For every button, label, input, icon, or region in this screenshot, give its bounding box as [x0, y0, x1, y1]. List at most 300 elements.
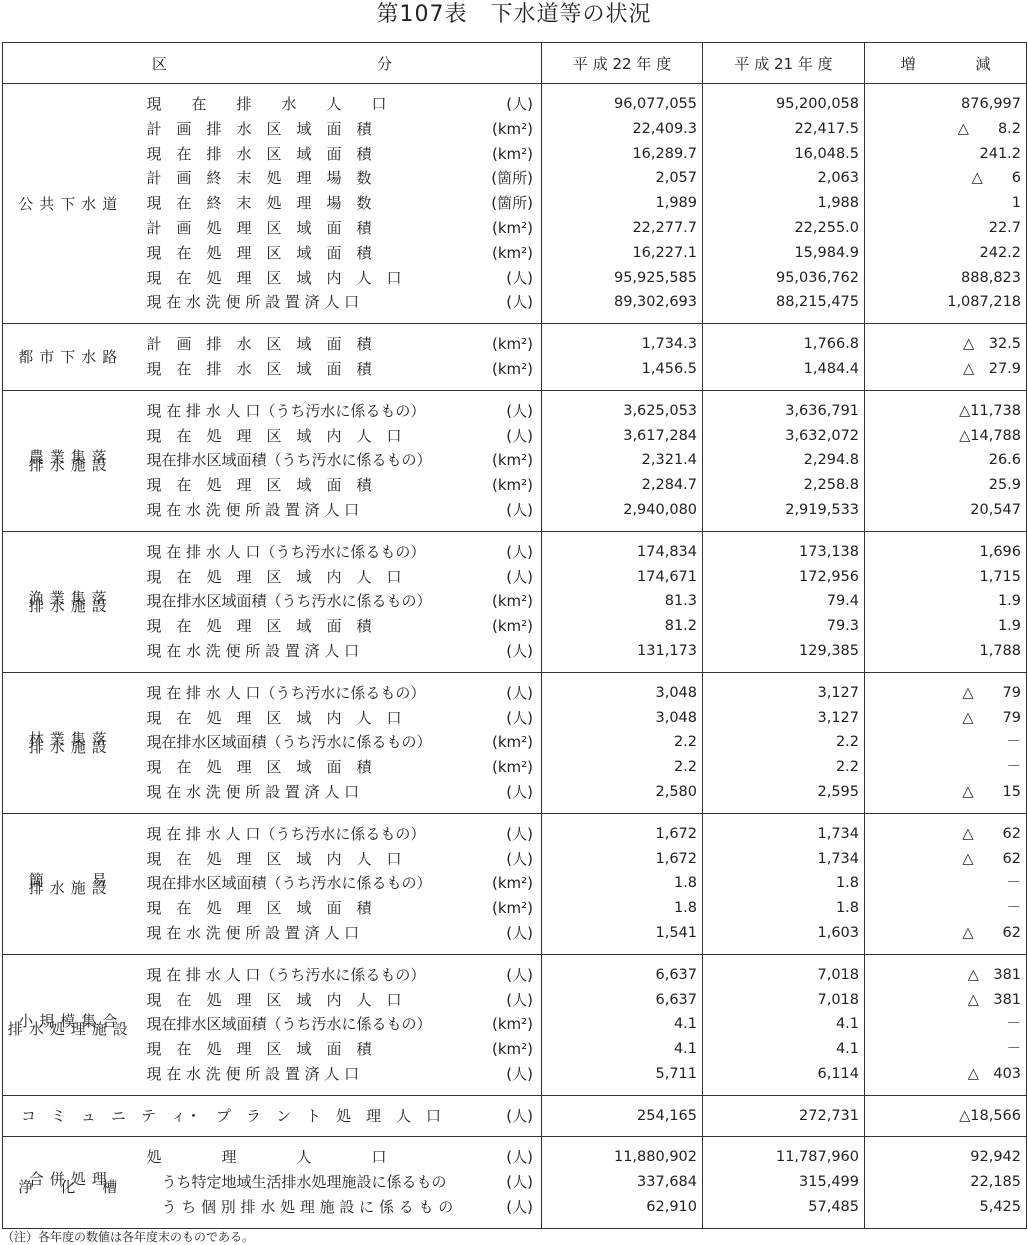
value-fy22: 1,541 — [542, 921, 703, 946]
value-fy22: 16,289.7 — [542, 142, 703, 167]
value-fy22: 2.2 — [542, 755, 703, 780]
padding-cell — [865, 805, 1027, 814]
value-fy22: 2.2 — [542, 730, 703, 755]
value-fy21: 4.1 — [703, 1012, 865, 1037]
row-label-text: 現 在 処 理 区 域 内 人 口 — [146, 990, 402, 1009]
padding-cell — [542, 315, 703, 324]
value-fy21: 7,018 — [703, 963, 865, 988]
value-fy22: 2,321.4 — [542, 448, 703, 473]
value-fy21: 1,734 — [703, 822, 865, 847]
value-change: △ 381 — [865, 963, 1027, 988]
value-fy22: 1,734.3 — [542, 332, 703, 357]
row-label — [139, 473, 542, 498]
row-label — [139, 1170, 542, 1195]
row-unit: (km²) — [492, 592, 534, 611]
value-fy22: 1,672 — [542, 822, 703, 847]
row-unit: (km²) — [492, 451, 534, 470]
value-fy22: 1.8 — [542, 871, 703, 896]
row-unit: (km²) — [492, 758, 534, 777]
padding-cell — [139, 805, 542, 814]
category-label: 都市下水路 — [3, 324, 139, 391]
padding-cell — [865, 84, 1027, 93]
padding-cell — [542, 382, 703, 391]
row-unit: (km²) — [492, 874, 534, 893]
value-fy22: 95,925,585 — [542, 266, 703, 291]
value-fy21: 2.2 — [703, 755, 865, 780]
table-row — [3, 614, 1027, 639]
row-label-text: 現 在 処 理 区 域 内 人 口 — [146, 849, 402, 868]
row-label-text: 現在排水区域面積（うち汚水に係るもの） — [146, 592, 432, 611]
padding-cell — [3, 1128, 542, 1137]
value-fy21: 6,114 — [703, 1062, 865, 1087]
table-row — [3, 896, 1027, 921]
padding-cell — [865, 523, 1027, 532]
padding-cell — [139, 1137, 542, 1146]
padding-cell — [542, 523, 703, 532]
value-change: － — [865, 755, 1027, 780]
table-row — [3, 1195, 1027, 1220]
row-label-text: 現 在 水 洗 便 所 設 置 済 人 口 — [146, 923, 360, 942]
table-row — [3, 730, 1027, 755]
value-change: － — [865, 730, 1027, 755]
padding-cell — [703, 531, 865, 540]
row-label-text: 処 理 人 口 — [146, 1148, 387, 1167]
table-row — [3, 191, 1027, 216]
row-label — [139, 1145, 542, 1170]
row-unit: (km²) — [492, 733, 534, 752]
table-row — [3, 266, 1027, 291]
row-unit: (人) — [506, 990, 534, 1009]
padding-cell — [542, 324, 703, 333]
row-unit: (km²) — [492, 119, 534, 138]
row-unit: (人) — [506, 782, 534, 801]
padding-cell — [703, 523, 865, 532]
group-padding — [3, 1095, 1027, 1104]
value-change: － — [865, 896, 1027, 921]
padding-cell — [703, 954, 865, 963]
padding-cell — [139, 523, 542, 532]
value-change: 241.2 — [865, 142, 1027, 167]
row-label-text: 現在排水区域面積（うち汚水に係るもの） — [146, 733, 432, 752]
table-row — [3, 681, 1027, 706]
row-label — [139, 448, 542, 473]
row-label — [139, 681, 542, 706]
value-change: 1,696 — [865, 540, 1027, 565]
value-fy21: 22,417.5 — [703, 117, 865, 142]
row-label-text: 現在排水区域面積（うち汚水に係るもの） — [146, 874, 432, 893]
value-change: △ 62 — [865, 822, 1027, 847]
padding-cell — [542, 672, 703, 681]
header-fy21: 平 成 21 年 度 — [703, 43, 865, 84]
padding-cell — [865, 324, 1027, 333]
value-fy22: 6,637 — [542, 963, 703, 988]
padding-cell — [703, 664, 865, 673]
padding-cell — [703, 1087, 865, 1096]
table-row — [3, 357, 1027, 382]
value-fy21: 4.1 — [703, 1037, 865, 1062]
table-row — [3, 117, 1027, 142]
row-label-text: 現 在 処 理 区 域 面 積 — [146, 617, 372, 636]
value-fy22: 2,580 — [542, 780, 703, 805]
padding-cell — [139, 813, 542, 822]
value-fy22: 3,048 — [542, 681, 703, 706]
row-label-text: 現 在 排 水 人 口（うち汚水に係るもの） — [146, 401, 426, 420]
row-unit: (人) — [506, 824, 534, 843]
value-fy22: 11,880,902 — [542, 1145, 703, 1170]
row-unit: (km²) — [492, 899, 534, 918]
value-fy21: 2,919,533 — [703, 498, 865, 523]
group-padding — [3, 954, 1027, 963]
value-fy21: 1,766.8 — [703, 332, 865, 357]
row-unit: (人) — [506, 567, 534, 586]
value-fy21: 3,632,072 — [703, 424, 865, 449]
row-label-text: 現 在 水 洗 便 所 設 置 済 人 口 — [146, 641, 360, 660]
padding-cell — [703, 813, 865, 822]
padding-cell — [139, 664, 542, 673]
padding-cell — [703, 805, 865, 814]
row-label-text: 現 在 処 理 区 域 内 人 口 — [146, 268, 402, 287]
value-fy21: 1.8 — [703, 871, 865, 896]
padding-cell — [139, 382, 542, 391]
row-unit: (人) — [506, 293, 534, 312]
value-change: △ 403 — [865, 1062, 1027, 1087]
row-label — [139, 565, 542, 590]
row-label-text: 現 在 処 理 区 域 面 積 — [146, 476, 372, 495]
value-change: △ 62 — [865, 847, 1027, 872]
header-classification: 区 分 — [3, 43, 542, 84]
row-label — [139, 290, 542, 315]
row-unit: (人) — [506, 1198, 534, 1217]
padding-cell — [542, 1095, 703, 1104]
row-unit: (km²) — [492, 617, 534, 636]
padding-cell — [703, 390, 865, 399]
value-fy21: 1.8 — [703, 896, 865, 921]
row-label-text: 現 在 排 水 人 口（うち汚水に係るもの） — [146, 824, 426, 843]
value-fy22: 337,684 — [542, 1170, 703, 1195]
row-label-text: 現 在 水 洗 便 所 設 置 済 人 口 — [146, 293, 360, 312]
value-fy21: 3,127 — [703, 706, 865, 731]
value-fy22: 2,284.7 — [542, 473, 703, 498]
row-unit: (人) — [506, 401, 534, 420]
table-row — [3, 871, 1027, 896]
row-unit: (人) — [506, 268, 534, 287]
row-label-text: 現 在 排 水 人 口（うち汚水に係るもの） — [146, 542, 426, 561]
row-label-text: 現 在 水 洗 便 所 設 置 済 人 口 — [146, 782, 360, 801]
value-fy21: 22,255.0 — [703, 216, 865, 241]
table-row — [3, 1170, 1027, 1195]
header-row — [3, 43, 1027, 84]
padding-cell — [703, 84, 865, 93]
value-change: △18,566 — [865, 1104, 1027, 1129]
padding-cell — [865, 672, 1027, 681]
row-unit: (人) — [506, 708, 534, 727]
padding-cell — [703, 382, 865, 391]
value-fy21: 1,988 — [703, 191, 865, 216]
table-row — [3, 142, 1027, 167]
row-label — [139, 540, 542, 565]
value-change: 22,185 — [865, 1170, 1027, 1195]
row-unit: (km²) — [492, 335, 534, 354]
category-label: 簡 易 排水施設 — [3, 813, 139, 954]
table-row — [3, 216, 1027, 241]
value-fy21: 7,018 — [703, 988, 865, 1013]
value-fy21: 3,127 — [703, 681, 865, 706]
padding-cell — [542, 1137, 703, 1146]
padding-cell — [542, 531, 703, 540]
value-change: － — [865, 871, 1027, 896]
value-fy21: 2.2 — [703, 730, 865, 755]
row-label — [139, 117, 542, 142]
table-row — [3, 92, 1027, 117]
category-label: 小規模集合 排水処理施設 — [3, 954, 139, 1095]
category-label: 合併処理 浄 化 槽 — [3, 1137, 139, 1228]
value-fy22: 1,456.5 — [542, 357, 703, 382]
padding-cell — [703, 1137, 865, 1146]
row-label — [139, 216, 542, 241]
value-change: △ 8.2 — [865, 117, 1027, 142]
value-change: 888,823 — [865, 266, 1027, 291]
value-fy22: 6,637 — [542, 988, 703, 1013]
row-unit: (箇所) — [491, 194, 534, 213]
row-label — [139, 241, 542, 266]
row-label — [139, 424, 542, 449]
padding-cell — [139, 1087, 542, 1096]
row-label — [139, 822, 542, 847]
padding-cell — [542, 954, 703, 963]
category-label: 林業集落 排水施設 — [3, 672, 139, 813]
row-label — [139, 191, 542, 216]
value-fy21: 172,956 — [703, 565, 865, 590]
row-unit: (人) — [506, 426, 534, 445]
footnote: （注）各年度の数値は各年度末のものである。 — [2, 1230, 255, 1244]
row-label-text: 現 在 排 水 区 域 面 積 — [146, 144, 372, 163]
value-fy22: 1.8 — [542, 896, 703, 921]
value-change: 1,788 — [865, 639, 1027, 664]
padding-cell — [865, 1087, 1027, 1096]
value-fy22: 4.1 — [542, 1012, 703, 1037]
padding-cell — [865, 946, 1027, 955]
header-change: 増 減 — [865, 43, 1027, 84]
padding-cell — [139, 672, 542, 681]
row-label-text: 現 在 処 理 区 域 面 積 — [146, 758, 372, 777]
padding-cell — [139, 946, 542, 955]
group-padding — [3, 805, 1027, 814]
value-fy22: 5,711 — [542, 1062, 703, 1087]
value-fy22: 22,409.3 — [542, 117, 703, 142]
row-label — [139, 1037, 542, 1062]
table-row — [3, 822, 1027, 847]
community-label — [3, 1104, 542, 1129]
row-label-text: う ち 個 別 排 水 処 理 施 設 に 係 る も の — [146, 1198, 454, 1217]
value-fy22: 254,165 — [542, 1104, 703, 1129]
row-label-text: 現 在 排 水 人 口（うち汚水に係るもの） — [146, 965, 426, 984]
padding-cell — [542, 84, 703, 93]
table-row — [3, 241, 1027, 266]
group-padding — [3, 813, 1027, 822]
row-unit: (人) — [506, 965, 534, 984]
value-fy22: 81.2 — [542, 614, 703, 639]
value-change: 25.9 — [865, 473, 1027, 498]
value-fy21: 2,595 — [703, 780, 865, 805]
group-padding — [3, 664, 1027, 673]
row-label-text: 現 在 排 水 人 口（うち汚水に係るもの） — [146, 683, 426, 702]
group-padding — [3, 946, 1027, 955]
row-unit: (人) — [506, 1064, 534, 1083]
community-row — [3, 1104, 1027, 1129]
value-change: － — [865, 1012, 1027, 1037]
padding-cell — [139, 531, 542, 540]
value-fy21: 1,734 — [703, 847, 865, 872]
value-change: 20,547 — [865, 498, 1027, 523]
padding-cell — [865, 1137, 1027, 1146]
group-padding — [3, 315, 1027, 324]
table-row — [3, 847, 1027, 872]
row-label — [139, 142, 542, 167]
row-label-text: うち特定地域生活排水処理施設に係るもの — [146, 1173, 447, 1192]
row-label — [139, 589, 542, 614]
value-fy21: 272,731 — [703, 1104, 865, 1129]
row-label-text: 現在排水区域面積（うち汚水に係るもの） — [146, 451, 432, 470]
group-padding — [3, 390, 1027, 399]
value-fy21: 16,048.5 — [703, 142, 865, 167]
padding-cell — [139, 324, 542, 333]
value-change: 92,942 — [865, 1145, 1027, 1170]
value-fy21: 1,484.4 — [703, 357, 865, 382]
value-fy22: 62,910 — [542, 1195, 703, 1220]
padding-cell — [542, 805, 703, 814]
table-row — [3, 988, 1027, 1013]
row-label-text: 現 在 水 洗 便 所 設 置 済 人 口 — [146, 500, 360, 519]
row-label-text: 現在排水区域面積（うち汚水に係るもの） — [146, 1015, 432, 1034]
value-fy22: 174,834 — [542, 540, 703, 565]
row-label — [139, 1195, 542, 1220]
value-fy21: 15,984.9 — [703, 241, 865, 266]
row-label-text: 現 在 処 理 区 域 面 積 — [146, 899, 372, 918]
table-row — [3, 1062, 1027, 1087]
value-fy21: 79.4 — [703, 589, 865, 614]
table-row — [3, 1145, 1027, 1170]
padding-cell — [865, 1220, 1027, 1229]
row-label — [139, 896, 542, 921]
padding-cell — [865, 1095, 1027, 1104]
row-label — [139, 780, 542, 805]
row-label — [139, 847, 542, 872]
padding-cell — [542, 664, 703, 673]
row-label — [139, 92, 542, 117]
row-unit: (km²) — [492, 359, 534, 378]
value-change: 1 — [865, 191, 1027, 216]
table-row — [3, 448, 1027, 473]
row-unit: (箇所) — [491, 169, 534, 188]
value-fy22: 89,302,693 — [542, 290, 703, 315]
row-label-text: 現 在 終 末 処 理 場 数 — [146, 194, 372, 213]
padding-cell — [865, 390, 1027, 399]
padding-cell — [542, 946, 703, 955]
table-row — [3, 399, 1027, 424]
value-fy22: 96,077,055 — [542, 92, 703, 117]
row-label — [139, 639, 542, 664]
padding-cell — [865, 664, 1027, 673]
value-change: 876,997 — [865, 92, 1027, 117]
value-change: 1,087,218 — [865, 290, 1027, 315]
row-unit: (km²) — [492, 1040, 534, 1059]
group-padding — [3, 523, 1027, 532]
padding-cell — [865, 1128, 1027, 1137]
padding-cell — [703, 672, 865, 681]
value-change: 1.9 — [865, 614, 1027, 639]
value-change: △ 27.9 — [865, 357, 1027, 382]
sewerage-status-table — [2, 42, 1027, 1229]
row-unit: (km²) — [492, 218, 534, 237]
value-change: △14,788 — [865, 424, 1027, 449]
row-unit: (人) — [506, 1148, 534, 1167]
community-unit: (人) — [506, 1106, 534, 1125]
category-label: 農業集落 排水施設 — [3, 390, 139, 531]
padding-cell — [139, 390, 542, 399]
row-unit: (km²) — [492, 144, 534, 163]
table-row — [3, 706, 1027, 731]
row-label — [139, 871, 542, 896]
row-unit: (km²) — [492, 476, 534, 495]
padding-cell — [865, 315, 1027, 324]
table-row — [3, 780, 1027, 805]
row-label — [139, 357, 542, 382]
row-unit: (人) — [506, 95, 534, 113]
table-row — [3, 166, 1027, 191]
row-label — [139, 706, 542, 731]
table-row — [3, 1012, 1027, 1037]
value-change: 242.2 — [865, 241, 1027, 266]
row-label — [139, 266, 542, 291]
row-unit: (km²) — [492, 243, 534, 262]
padding-cell — [703, 946, 865, 955]
padding-cell — [865, 531, 1027, 540]
row-label-text: 現 在 水 洗 便 所 設 置 済 人 口 — [146, 1064, 360, 1083]
padding-cell — [542, 390, 703, 399]
value-fy21: 57,485 — [703, 1195, 865, 1220]
padding-cell — [703, 315, 865, 324]
value-change: △ 6 — [865, 166, 1027, 191]
padding-cell — [865, 813, 1027, 822]
value-change: △ 32.5 — [865, 332, 1027, 357]
group-padding — [3, 1087, 1027, 1096]
value-fy22: 2,940,080 — [542, 498, 703, 523]
row-unit: (人) — [506, 1173, 534, 1192]
value-fy22: 16,227.1 — [542, 241, 703, 266]
value-fy21: 173,138 — [703, 540, 865, 565]
group-padding — [3, 324, 1027, 333]
value-change: △ 15 — [865, 780, 1027, 805]
padding-cell — [865, 382, 1027, 391]
group-padding — [3, 672, 1027, 681]
row-label-text: 計 画 排 水 区 域 面 積 — [146, 119, 372, 138]
padding-cell — [139, 84, 542, 93]
value-fy22: 22,277.7 — [542, 216, 703, 241]
value-change: 26.6 — [865, 448, 1027, 473]
padding-cell — [542, 1128, 703, 1137]
value-change: △11,738 — [865, 399, 1027, 424]
padding-cell — [542, 1220, 703, 1229]
value-fy21: 79.3 — [703, 614, 865, 639]
group-padding — [3, 531, 1027, 540]
value-fy21: 1,603 — [703, 921, 865, 946]
row-label — [139, 614, 542, 639]
value-fy21: 95,200,058 — [703, 92, 865, 117]
group-padding — [3, 382, 1027, 391]
row-label — [139, 166, 542, 191]
row-label — [139, 921, 542, 946]
value-change: △ 79 — [865, 706, 1027, 731]
